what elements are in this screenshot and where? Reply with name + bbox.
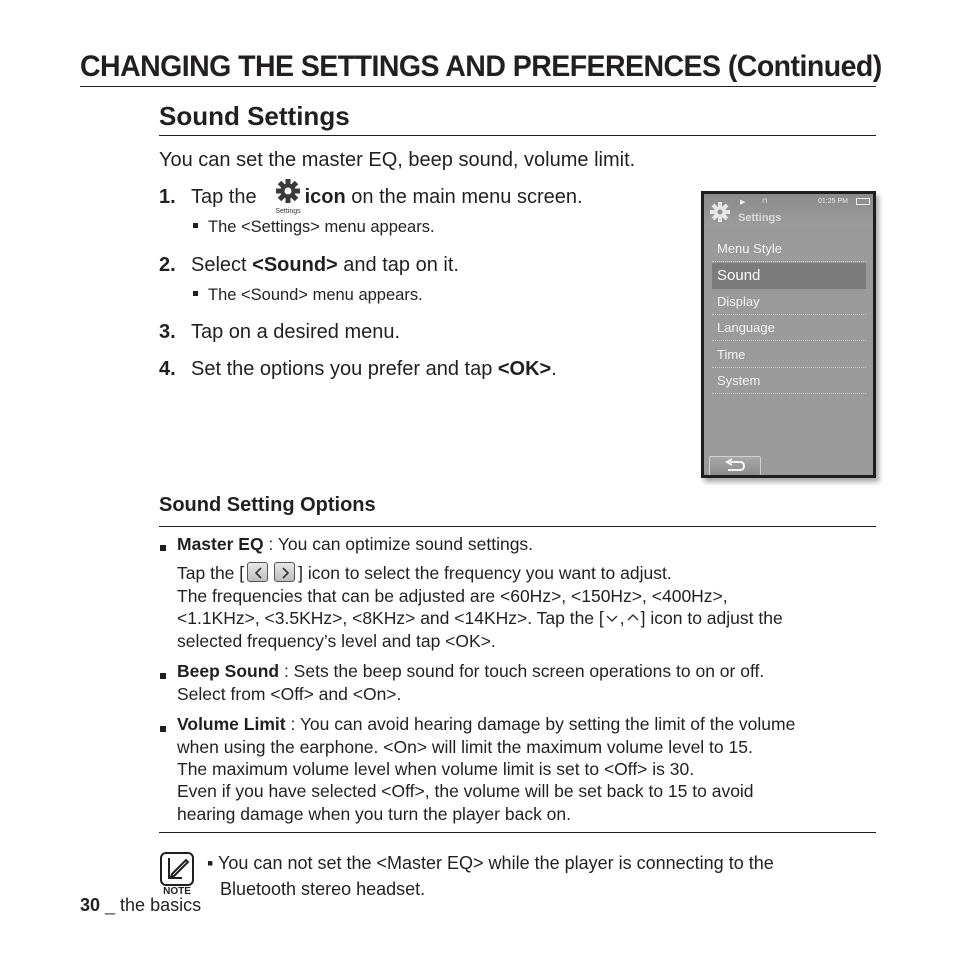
device-title: Settings bbox=[738, 212, 782, 224]
note-icon bbox=[160, 852, 194, 886]
step-4: 4. Set the options you prefer and tap <OK>. bbox=[159, 358, 557, 380]
device-menu-item-selected[interactable]: Sound bbox=[712, 263, 866, 289]
master-eq-line: Master EQ : You can optimize sound settings. bbox=[177, 534, 534, 554]
gear-icon bbox=[272, 177, 304, 209]
master-eq-line: The frequencies that can be adjusted are <60Hz>, <150Hz>, <400Hz>, bbox=[177, 586, 728, 606]
settings-icon-label: Settings bbox=[275, 208, 301, 215]
note-text: Bluetooth stereo headset. bbox=[220, 879, 426, 899]
device-screen bbox=[701, 191, 876, 478]
master-eq-line: <1.1KHz>, <3.5KHz>, <8KHz> and <14KHz>. Tap the [ , ] icon to adjust the bbox=[177, 608, 783, 628]
beep-sound-line: Select from <Off> and <On>. bbox=[177, 684, 402, 704]
pencil-note-icon bbox=[162, 854, 192, 884]
step-bold: icon bbox=[304, 186, 346, 208]
options-rule bbox=[159, 526, 876, 527]
bullet bbox=[160, 538, 166, 554]
options-bottom-rule bbox=[159, 832, 876, 833]
page-number: 30 bbox=[80, 895, 101, 915]
left-arrow-button bbox=[247, 562, 268, 582]
page-footer: 30 _ the basics bbox=[80, 895, 202, 915]
step-3: 3. Tap on a desired menu. bbox=[159, 321, 401, 343]
options-title: Sound Setting Options bbox=[159, 494, 376, 516]
beep-sound-line: Beep Sound : Sets the beep sound for touch screen operations to on or off. bbox=[177, 661, 765, 681]
right-arrow-button bbox=[274, 562, 295, 582]
device-header bbox=[704, 194, 873, 228]
device-menu-item[interactable]: Menu Style bbox=[712, 236, 866, 262]
volume-limit-line: hearing damage when you turn the player back on. bbox=[177, 804, 572, 824]
note-label: NOTE bbox=[163, 886, 191, 897]
step-text: on the main menu screen. bbox=[345, 186, 583, 208]
step-text: Tap the bbox=[191, 186, 257, 208]
back-button[interactable] bbox=[709, 456, 761, 476]
note-text: ▪ You can not set the <Master EQ> while the player is connecting to the bbox=[207, 853, 774, 873]
play-status-icon: ▶ bbox=[740, 199, 746, 206]
chevron-left-icon bbox=[248, 563, 269, 583]
volume-limit-line: Even if you have selected <Off>, the volume will be set back to 15 to avoid bbox=[177, 781, 754, 801]
battery-icon bbox=[856, 198, 870, 205]
chapter-name: the basics bbox=[120, 895, 202, 915]
device-clock: 01:25 PM bbox=[818, 198, 848, 205]
lock-status-icon: ⊓ bbox=[762, 198, 768, 205]
device-menu-item[interactable]: Display bbox=[712, 289, 866, 315]
title-rule bbox=[80, 86, 876, 87]
bullet bbox=[160, 666, 166, 682]
chevron-up-icon bbox=[625, 612, 641, 624]
step-2: 2. Select <Sound> and tap on it. bbox=[159, 254, 459, 276]
device-menu-item[interactable]: System bbox=[712, 368, 866, 394]
intro-text: You can set the master EQ, beep sound, volume limit. bbox=[159, 149, 636, 171]
device-menu-item[interactable]: Time bbox=[712, 342, 866, 368]
master-eq-line: selected frequency’s level and tap <OK>. bbox=[177, 631, 496, 651]
volume-limit-line: Volume Limit : You can avoid hearing damage by setting the limit of the volume bbox=[177, 714, 796, 734]
chevron-right-icon bbox=[275, 563, 296, 583]
step-number: 1. bbox=[159, 186, 176, 208]
gear-icon bbox=[708, 200, 732, 224]
settings-icon bbox=[272, 177, 304, 217]
volume-limit-line: The maximum volume level when volume limit is set to <Off> is 30. bbox=[177, 759, 695, 779]
step-2-result: The <Sound> menu appears. bbox=[193, 286, 423, 305]
section-title: Sound Settings bbox=[159, 101, 350, 131]
bullet bbox=[160, 719, 166, 735]
chevron-down-icon bbox=[604, 612, 620, 624]
volume-limit-line: when using the earphone. <On> will limit the maximum volume level to 15. bbox=[177, 737, 753, 757]
step-1-result: The <Settings> menu appears. bbox=[193, 218, 435, 237]
return-arrow-icon bbox=[710, 457, 760, 475]
device-menu-item[interactable]: Language bbox=[712, 315, 866, 341]
section-rule bbox=[159, 135, 876, 136]
master-eq-line: Tap the [ ] icon to select the frequency you want to adjust. bbox=[177, 563, 672, 583]
page-title: CHANGING THE SETTINGS AND PREFERENCES (Continued) bbox=[80, 50, 882, 84]
step-1 bbox=[159, 186, 583, 209]
